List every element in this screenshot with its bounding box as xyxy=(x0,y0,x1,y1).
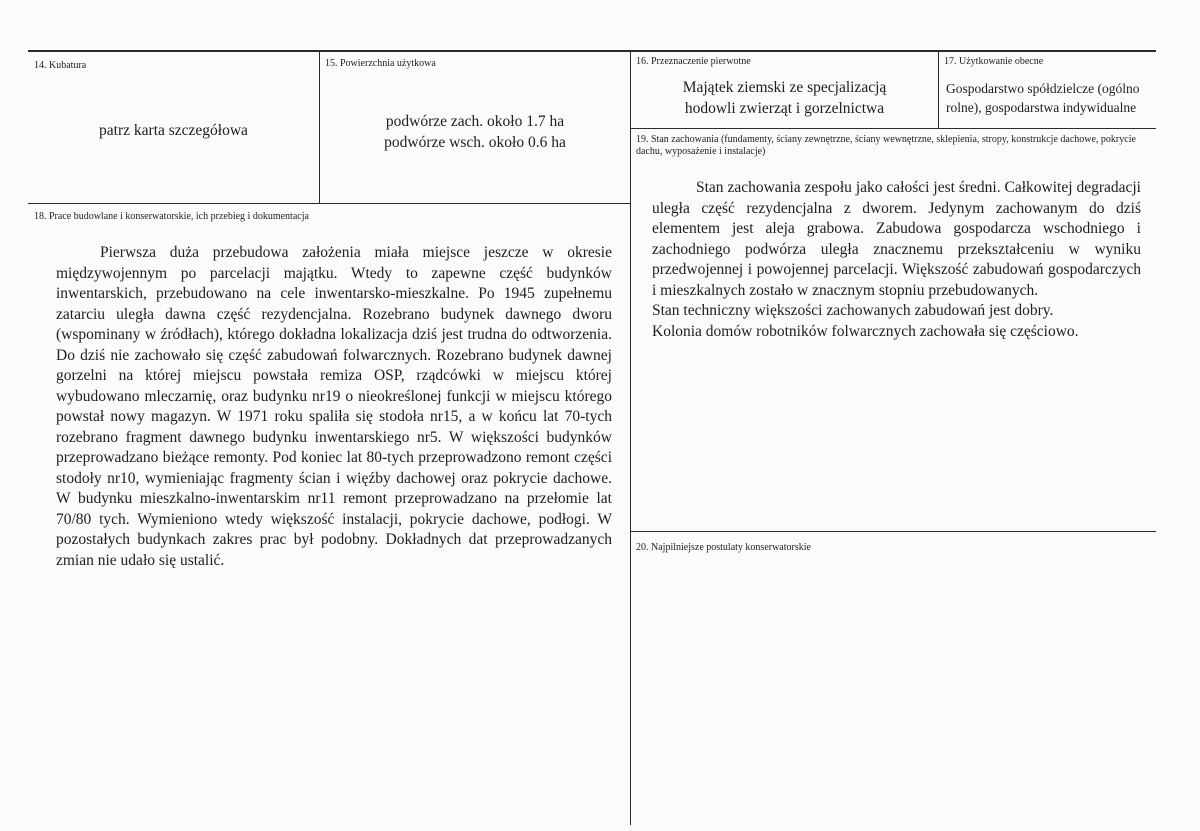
field-14-label: 14. Kubatura xyxy=(34,60,87,71)
field-18-label: 18. Prace budowlane i konserwatorskie, ich przebieg i dokumentacja xyxy=(34,211,309,222)
field-18-text xyxy=(56,243,612,571)
field-19-paragraph-2: Stan techniczny większości zachowanych zabudowań jest dobry. xyxy=(652,302,1054,319)
field-15-label: 15. Powierzchnia użytkowa xyxy=(325,58,436,69)
rule-under-14-15 xyxy=(28,203,631,204)
field-17-value xyxy=(946,79,1156,117)
field-17-line-2: rolne), gospodarstwa indywidualne xyxy=(946,100,1137,115)
center-divider xyxy=(630,51,631,825)
field-16-label: 16. Przeznaczenie pierwotne xyxy=(636,56,751,67)
field-19-text xyxy=(652,178,1141,342)
field-14-value: patrz karta szczegółowa xyxy=(99,122,248,139)
field-16-line-1: Majątek ziemski ze specjalizacją xyxy=(682,79,887,96)
top-border xyxy=(28,50,1156,52)
divider-16-17 xyxy=(938,51,939,128)
field-18-paragraph: Pierwsza duża przebudowa założenia miała miejsce jeszcze w okresie międzywojennym po parcelacji majątku. Wtedy to zapewne część budynków inwentarskich, przebudowano na cele inwentarsko-mieszkalne. Po 1945 zupełnemu zatarciu uległa dawna część rezydencjalna. Rozebrano budynek dawnego dworu (wspominany w źródłach), którego dokładna lokalizacja dziś jest trudna do odtworzenia. Do dziś nie zachowało się część zabudowań folwarcznych. Rozebrano budynek dawnej gorzelni na której miejscu powstała remiza OSP, rządcówki w miejscu której wybudowano mleczarnię, oraz budynku nr19 o nieokreślonej funkcji w miejscu którego powstał nowy magazyn. W 1971 roku spaliła się stodoła nr15, a w końcu lat 70-tych rozebrano fragment dawnego budynku inwentarskiego nr5. W większości budynków przeprowadzano bieżące remonty. Pod koniec lat 80-tych przeprowadzono remont części stodoły nr10, wymieniając fragmenty ścian i więźby dachowej oraz pokrycie dachowe. W budynku mieszkalno-inwentarskim nr11 remont przeprowadzano na przełomie lat 70/80 tych. Wymieniono wtedy większość instalacji, pokrycie dachowe, podłogi. W pozostałych budynkach zakres prac był podobny. Dokładnych dat przeprowadzanych zmian nie udało się ustalić. xyxy=(56,244,612,569)
rule-under-16-17 xyxy=(631,128,1156,129)
field-16-value xyxy=(631,78,938,119)
field-15-line-1: podwórze zach. około 1.7 ha xyxy=(385,113,565,130)
field-15-line-2: podwórze wsch. około 0.6 ha xyxy=(384,133,566,151)
field-17-label: 17. Użytkowanie obecne xyxy=(944,56,1044,67)
field-17-line-1: Gospodarstwo spółdzielcze (ogólno xyxy=(946,81,1140,96)
rule-under-19 xyxy=(631,531,1156,532)
field-19-paragraph-1: Stan zachowania zespołu jako całości jest średni. Całkowitej degradacji uległa część rezydencjalna z dworem. Jedynym zachowanym do dziś elementem jest aleja grabowa. Zabudowa gospodarcza wschodniego i zachodniego podwórza uległa znacznemu przekształceniu w wyniku przedwojennej i powojennej parcelacji. Większość zabudowań gospodarczych i mieszkalnych zostało w znacznym stopniu przebudowanych. xyxy=(652,179,1141,299)
field-16-line-2: hodowli zwierząt i gorzelnictwa xyxy=(684,99,885,117)
field-15-value xyxy=(320,112,630,153)
field-20-label: 20. Najpilniejsze postulaty konserwatorskie xyxy=(636,542,811,553)
field-19-label: 19. Stan zachowania (fundamenty, ściany zewnętrzne, ściany wewnętrzne, sklepienia, stropy, konstrukcje dachowe, pokrycie dachu, wyposażenie i instalacje) xyxy=(636,134,1136,157)
field-19-paragraph-3: Kolonia domów robotników folwarcznych zachowała się częściowo. xyxy=(652,322,1079,340)
